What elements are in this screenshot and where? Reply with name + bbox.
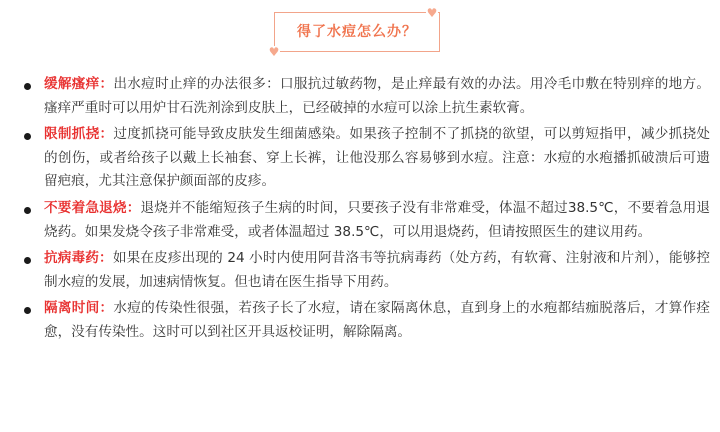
heart-icon: ♥: [268, 45, 280, 59]
advice-term: 不要着急退烧: [44, 199, 127, 216]
advice-item-itch-relief: [20, 73, 710, 120]
heart-icon: ♥: [426, 6, 438, 20]
advice-text: 退烧并不能缩短孩子生病的时间，只要孩子没有非常难受，体温不超过38.5℃，不要着急用退烧药。如果发烧令孩子非常难受，或者体温超过 38.5℃，可以用退烧药，但请按照医生的建议用药。: [44, 199, 711, 240]
section-title: 得了水痘怎么办？: [297, 24, 417, 40]
bullet-icon: [24, 307, 31, 314]
advice-item-isolation: [20, 297, 710, 344]
advice-term: 隔离时间: [44, 300, 100, 317]
bullet-icon: [24, 257, 31, 264]
bullet-icon: [24, 133, 31, 140]
advice-item-limit-scratching: [20, 123, 710, 194]
section-title-box: [274, 12, 440, 52]
advice-text: 如果在皮疹出现的 24 小时内使用阿昔洛韦等抗病毒药（处方药，有软膏、注射液和片剂），能够控制水痘的发展，加速病情恢复。但也请在医生指导下用药。: [44, 250, 711, 290]
advice-text: 过度抓挠可能导致皮肤发生细菌感染。如果孩子控制不了抓挠的欲望，可以剪短指甲，减少抓挠处的创伤，或者给孩子以戴上长袖套、穿上长裤，让他没那么容易够到水痘。注意：水痘的水疱播抓破溃后可遗留疤痕，尤其注意保护颜面部的皮疹。: [44, 126, 711, 190]
advice-text: 水痘的传染性很强，若孩子长了水痘，请在家隔离休息，直到身上的水疱都结痂脱落后，才算作痊愈，没有传染性。这时可以到社区开具返校证明，解除隔离。: [44, 300, 711, 340]
advice-item-antiviral: [20, 247, 710, 294]
advice-colon: ：: [99, 76, 114, 92]
advice-term: 抗病毒药: [44, 250, 100, 267]
advice-term: 限制抓挠: [44, 126, 100, 143]
advice-item-fever: [20, 197, 710, 244]
advice-colon: ：: [99, 300, 114, 317]
advice-colon: ：: [99, 126, 114, 143]
bullet-icon: [24, 207, 31, 214]
advice-text: 出水痘时止痒的办法很多：口服抗过敏药物，是止痒最有效的办法。用冷毛巾敷在特别痒的地方。瘙痒严重时可以用炉甘石洗剂涂到皮肤上，已经破掉的水痘可以涂上抗生素软膏。: [44, 76, 711, 116]
advice-colon: ：: [126, 199, 141, 216]
advice-colon: ：: [99, 250, 113, 267]
advice-term: 缓解瘙痒: [44, 76, 100, 92]
advice-list: [20, 73, 710, 348]
bullet-icon: [24, 83, 31, 90]
